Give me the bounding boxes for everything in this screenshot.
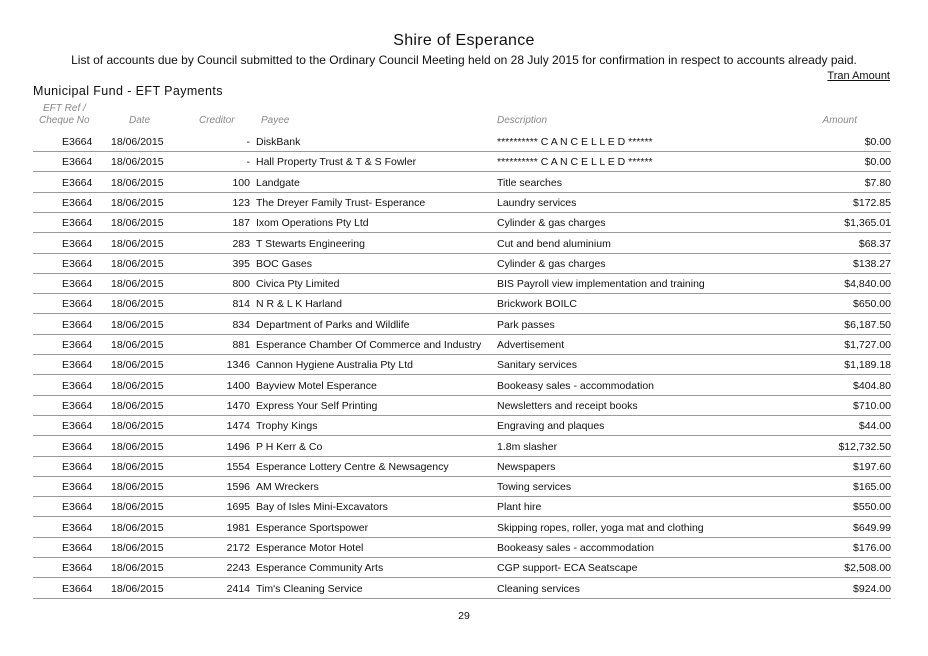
page-number: 29 bbox=[458, 610, 470, 622]
table-row bbox=[0, 497, 928, 517]
table-row bbox=[0, 315, 928, 335]
row-ref: E3664 bbox=[62, 176, 93, 189]
row-date: 18/06/2015 bbox=[111, 521, 164, 534]
row-creditor: 2172 bbox=[226, 542, 250, 554]
row-date: 18/06/2015 bbox=[111, 156, 164, 169]
row-payee: Esperance Motor Hotel bbox=[256, 542, 364, 554]
row-creditor: 881 bbox=[232, 339, 250, 351]
header-date: Date bbox=[129, 115, 151, 126]
row-creditor: - bbox=[246, 156, 250, 169]
row-amount: $404.80 bbox=[853, 379, 891, 392]
table-row bbox=[0, 234, 928, 254]
header-amount: Amount bbox=[822, 115, 857, 126]
row-amount: $138.27 bbox=[853, 257, 891, 270]
row-date: 18/06/2015 bbox=[111, 237, 164, 250]
table-row bbox=[0, 355, 928, 375]
table-row bbox=[0, 538, 928, 558]
row-ref: E3664 bbox=[62, 339, 93, 351]
row-payee: Landgate bbox=[256, 176, 300, 189]
row-description: Laundry services bbox=[497, 196, 577, 209]
row-ref: E3664 bbox=[62, 420, 93, 433]
row-payee: Esperance Lottery Centre & Newsagency bbox=[256, 460, 449, 473]
row-description: Towing services bbox=[497, 481, 572, 494]
row-description: BIS Payroll view implementation and training bbox=[497, 278, 705, 291]
row-ref: E3664 bbox=[62, 257, 93, 270]
header-creditor: Creditor bbox=[199, 115, 235, 126]
row-payee: Cannon Hygiene Australia Pty Ltd bbox=[256, 359, 414, 372]
row-ref: E3664 bbox=[62, 298, 93, 311]
row-amount: $649.99 bbox=[853, 521, 891, 534]
row-creditor: 1470 bbox=[226, 399, 250, 412]
row-amount: $550.00 bbox=[853, 501, 891, 514]
row-ref: E3664 bbox=[62, 399, 93, 412]
row-amount: $176.00 bbox=[853, 542, 891, 554]
row-description: Title searches bbox=[497, 176, 562, 189]
row-amount: $0.00 bbox=[864, 156, 891, 169]
row-description: Engraving and plaques bbox=[497, 420, 605, 433]
row-date: 18/06/2015 bbox=[111, 217, 164, 230]
row-payee: Trophy Kings bbox=[256, 420, 318, 433]
row-creditor: 2243 bbox=[226, 562, 250, 575]
row-date: 18/06/2015 bbox=[111, 562, 164, 575]
row-ref: E3664 bbox=[62, 196, 93, 209]
row-ref: E3664 bbox=[62, 278, 93, 291]
row-description: CGP support- ECA Seatscape bbox=[497, 562, 638, 575]
row-creditor: 187 bbox=[232, 217, 250, 230]
row-description: Advertisement bbox=[497, 339, 565, 351]
row-amount: $1,189.18 bbox=[844, 359, 891, 372]
row-creditor: 123 bbox=[232, 196, 250, 209]
row-date: 18/06/2015 bbox=[111, 481, 164, 494]
row-ref: E3664 bbox=[62, 217, 93, 230]
row-amount: $0.00 bbox=[864, 136, 891, 148]
row-payee: Civica Pty Limited bbox=[256, 278, 340, 291]
row-creditor: 1496 bbox=[226, 440, 250, 453]
table-row bbox=[0, 416, 928, 436]
row-ref: E3664 bbox=[62, 562, 93, 575]
row-payee: DiskBank bbox=[256, 136, 301, 148]
row-date: 18/06/2015 bbox=[111, 318, 164, 331]
row-date: 18/06/2015 bbox=[111, 196, 164, 209]
table-row bbox=[0, 193, 928, 213]
row-ref: E3664 bbox=[62, 136, 93, 148]
row-date: 18/06/2015 bbox=[111, 379, 164, 392]
row-amount: $6,187.50 bbox=[844, 318, 891, 331]
row-description: Park passes bbox=[497, 318, 555, 331]
tran-amount-label: Tran Amount bbox=[827, 70, 890, 82]
row-creditor: 2414 bbox=[226, 582, 250, 595]
header-payee: Payee bbox=[261, 115, 290, 126]
row-date: 18/06/2015 bbox=[111, 542, 164, 554]
row-ref: E3664 bbox=[62, 359, 93, 372]
row-ref: E3664 bbox=[62, 542, 93, 554]
row-description: Cut and bend aluminium bbox=[497, 237, 611, 250]
row-date: 18/06/2015 bbox=[111, 460, 164, 473]
header-description: Description bbox=[497, 115, 548, 126]
row-amount: $4,840.00 bbox=[844, 278, 891, 291]
row-payee: BOC Gases bbox=[256, 257, 313, 270]
row-description: Skipping ropes, roller, yoga mat and clothing bbox=[497, 521, 704, 534]
row-payee: Express Your Self Printing bbox=[256, 399, 378, 412]
row-payee: Esperance Community Arts bbox=[256, 562, 384, 575]
row-amount: $1,365.01 bbox=[844, 217, 891, 230]
row-amount: $197.60 bbox=[853, 460, 891, 473]
row-creditor: 814 bbox=[232, 298, 250, 311]
row-description: Cylinder & gas charges bbox=[497, 217, 606, 230]
header-ref-line1: EFT Ref / bbox=[43, 103, 86, 114]
row-date: 18/06/2015 bbox=[111, 298, 164, 311]
row-date: 18/06/2015 bbox=[111, 440, 164, 453]
row-creditor: 1474 bbox=[226, 420, 250, 433]
row-description: Plant hire bbox=[497, 501, 542, 514]
row-amount: $924.00 bbox=[853, 582, 891, 595]
row-payee: Bay of Isles Mini-Excavators bbox=[256, 501, 388, 514]
table-row bbox=[0, 294, 928, 314]
row-date: 18/06/2015 bbox=[111, 176, 164, 189]
row-creditor: 1400 bbox=[226, 379, 250, 392]
row-creditor: 100 bbox=[232, 176, 250, 189]
table-row bbox=[0, 518, 928, 538]
row-ref: E3664 bbox=[62, 156, 93, 169]
table-row bbox=[0, 152, 928, 172]
page-subtitle: List of accounts due by Council submitted to the Ordinary Council Meeting held on 28 July 2015 for confirmation in respect to accounts already paid. bbox=[71, 53, 857, 67]
table-row bbox=[0, 376, 928, 396]
table-row bbox=[0, 213, 928, 233]
row-date: 18/06/2015 bbox=[111, 339, 164, 351]
row-payee: P H Kerr & Co bbox=[256, 440, 323, 453]
row-amount: $165.00 bbox=[853, 481, 891, 494]
row-payee: The Dreyer Family Trust- Esperance bbox=[256, 196, 426, 209]
row-description: Sanitary services bbox=[497, 359, 577, 372]
row-ref: E3664 bbox=[62, 237, 93, 250]
row-date: 18/06/2015 bbox=[111, 278, 164, 291]
row-ref: E3664 bbox=[62, 481, 93, 494]
row-creditor: 283 bbox=[232, 237, 250, 250]
row-date: 18/06/2015 bbox=[111, 257, 164, 270]
row-payee: Ixom Operations Pty Ltd bbox=[256, 217, 369, 230]
row-amount: $710.00 bbox=[853, 399, 891, 412]
row-amount: $2,508.00 bbox=[844, 562, 891, 575]
row-description: Bookeasy sales - accommodation bbox=[497, 379, 654, 392]
table-row bbox=[0, 457, 928, 477]
row-payee: Hall Property Trust & T & S Fowler bbox=[256, 156, 417, 169]
table-row bbox=[0, 579, 928, 599]
row-amount: $7.80 bbox=[864, 176, 891, 189]
row-payee: AM Wreckers bbox=[256, 481, 319, 494]
row-description: Cleaning services bbox=[497, 582, 580, 595]
row-ref: E3664 bbox=[62, 582, 93, 595]
row-payee: Department of Parks and Wildlife bbox=[256, 318, 410, 331]
row-creditor: 1346 bbox=[226, 359, 250, 372]
row-description: ********** C A N C E L L E D ****** bbox=[497, 156, 653, 169]
row-creditor: - bbox=[246, 136, 250, 148]
row-amount: $650.00 bbox=[853, 298, 891, 311]
table-row bbox=[0, 132, 928, 152]
header-ref-line2: Cheque No bbox=[39, 115, 90, 126]
row-date: 18/06/2015 bbox=[111, 501, 164, 514]
page-title: Shire of Esperance bbox=[393, 32, 535, 49]
row-description: 1.8m slasher bbox=[497, 440, 558, 453]
table-row bbox=[0, 477, 928, 497]
table-row bbox=[0, 335, 928, 355]
row-date: 18/06/2015 bbox=[111, 359, 164, 372]
row-creditor: 1554 bbox=[226, 460, 250, 473]
row-amount: $12,732.50 bbox=[838, 440, 891, 453]
row-payee: Tim's Cleaning Service bbox=[256, 582, 363, 595]
row-description: Newsletters and receipt books bbox=[497, 399, 638, 412]
row-creditor: 834 bbox=[232, 318, 250, 331]
row-ref: E3664 bbox=[62, 379, 93, 392]
section-title: Municipal Fund - EFT Payments bbox=[33, 84, 223, 98]
row-amount: $172.85 bbox=[853, 196, 891, 209]
row-payee: Bayview Motel Esperance bbox=[256, 379, 377, 392]
row-payee: Esperance Chamber Of Commerce and Industry bbox=[256, 339, 482, 351]
row-date: 18/06/2015 bbox=[111, 582, 164, 595]
row-date: 18/06/2015 bbox=[111, 420, 164, 433]
row-creditor: 395 bbox=[232, 257, 250, 270]
row-ref: E3664 bbox=[62, 318, 93, 331]
row-description: Newspapers bbox=[497, 460, 556, 473]
table-row bbox=[0, 254, 928, 274]
row-payee: N R & L K Harland bbox=[256, 298, 342, 311]
table-row bbox=[0, 173, 928, 193]
row-ref: E3664 bbox=[62, 460, 93, 473]
row-amount: $44.00 bbox=[858, 420, 891, 433]
table-row bbox=[0, 437, 928, 457]
row-description: Bookeasy sales - accommodation bbox=[497, 542, 654, 554]
row-description: Brickwork BOILC bbox=[497, 298, 577, 311]
row-amount: $1,727.00 bbox=[844, 339, 891, 351]
row-creditor: 1596 bbox=[226, 481, 250, 494]
row-amount: $68.37 bbox=[858, 237, 891, 250]
row-payee: T Stewarts Engineering bbox=[256, 237, 365, 250]
row-creditor: 1981 bbox=[226, 521, 250, 534]
row-payee: Esperance Sportspower bbox=[256, 521, 369, 534]
row-description: Cylinder & gas charges bbox=[497, 257, 606, 270]
table-row bbox=[0, 274, 928, 294]
row-ref: E3664 bbox=[62, 521, 93, 534]
row-ref: E3664 bbox=[62, 501, 93, 514]
row-description: ********** C A N C E L L E D ****** bbox=[497, 136, 653, 148]
row-creditor: 800 bbox=[232, 278, 250, 291]
row-date: 18/06/2015 bbox=[111, 399, 164, 412]
row-creditor: 1695 bbox=[226, 501, 250, 514]
table-row bbox=[0, 558, 928, 578]
row-ref: E3664 bbox=[62, 440, 93, 453]
table-row bbox=[0, 396, 928, 416]
row-date: 18/06/2015 bbox=[111, 136, 164, 148]
